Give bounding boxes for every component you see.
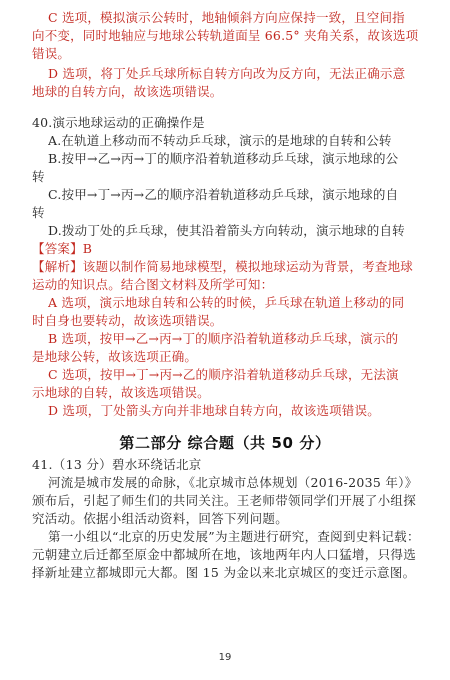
q40-analysis-c-1: C 选项，按甲→丁→丙→乙的顺序沿着轨道移动乒乓球，无法演 xyxy=(48,367,399,382)
q40-analysis-2: 运动的知识点。结合图文材料及所学可知： xyxy=(32,277,274,292)
q40-analysis-c-2: 示地球的自转，故该选项错误。 xyxy=(32,385,210,400)
q40-option-b: B.按甲→乙→丙→丁的顺序沿着轨道移动乒乓球，演示地球的公 xyxy=(48,151,399,166)
q40-analysis-b-1: B 选项，按甲→乙→丙→丁的顺序沿着轨道移动乒乓球，演示的 xyxy=(48,331,399,346)
q41-line-6: 择新址建立都城即元大都。图 15 为金以来北京城区的变迁示意图。 xyxy=(32,565,416,580)
q40-analysis-a-1: A 选项，演示地球自转和公转的时候，乒乓球在轨道上移动的同 xyxy=(48,295,405,310)
q40-option-a: A.在轨道上移动而不转动乒乓球，演示的是地球的自转和公转 xyxy=(48,133,392,148)
q39-d-line-2: 地球的自转方向，故该选项错误。 xyxy=(32,84,223,99)
q40-analysis-d: D 选项，丁处箭头方向并非地球自转方向，故该选项错误。 xyxy=(48,403,380,418)
q39-c-line-3: 错误。 xyxy=(32,46,71,61)
q41-line-5: 元朝建立后迁都至原金中都城所在地，该地两年内人口猛增，只得选 xyxy=(32,547,417,562)
q39-d-line-1: D 选项，将丁处乒乓球所标自转方向改为反方向，无法正确示意 xyxy=(48,66,406,81)
q40-analysis-b-2: 是地球公转，故该选项正确。 xyxy=(32,349,198,364)
q40-analysis-a-2: 时自身也要转动，故该选项错误。 xyxy=(32,313,223,328)
q40-stem: 40.演示地球运动的正确操作是 xyxy=(32,115,205,130)
q41-line-1: 河流是城市发展的命脉，《北京城市总体规划（2016-2035 年）》 xyxy=(48,475,418,490)
q40-answer: 【答案】B xyxy=(32,241,93,256)
q41-line-3: 究活动。依据小组活动资料，回答下列问题。 xyxy=(32,511,289,526)
q40-analysis-1: 【解析】该题以制作简易地球模型，模拟地球运动为背景，考查地球 xyxy=(32,259,414,274)
q40-option-c-cont: 转 xyxy=(32,205,45,220)
q40-option-b-cont: 转 xyxy=(32,169,45,184)
q40-option-c: C.按甲→丁→丙→乙的顺序沿着轨道移动乒乓球，演示地球的自 xyxy=(48,187,399,202)
q41-title: 41.（13 分）碧水环绕话北京 xyxy=(32,457,202,472)
q40-option-d: D.拨动丁处的乒乓球，使其沿着箭头方向转动，演示地球的自转 xyxy=(48,223,405,238)
part2-heading: 第二部分 综合题（共 50 分） xyxy=(119,434,331,452)
q41-line-2: 颁布后，引起了师生们的共同关注。王老师带领同学们开展了小组探 xyxy=(32,493,417,508)
q41-line-4: 第一小组以“北京的历史发展”为主题进行研究，查阅到史料记载： xyxy=(48,529,420,544)
q39-c-line-2: 向不变，同时地轴应与地球公转轨道面呈 66.5° 夹角关系，故该选项 xyxy=(32,28,419,43)
q39-c-line-1: C 选项，模拟演示公转时，地轴倾斜方向应保持一致，且空间指 xyxy=(48,10,405,25)
page-number: 19 xyxy=(218,652,232,663)
